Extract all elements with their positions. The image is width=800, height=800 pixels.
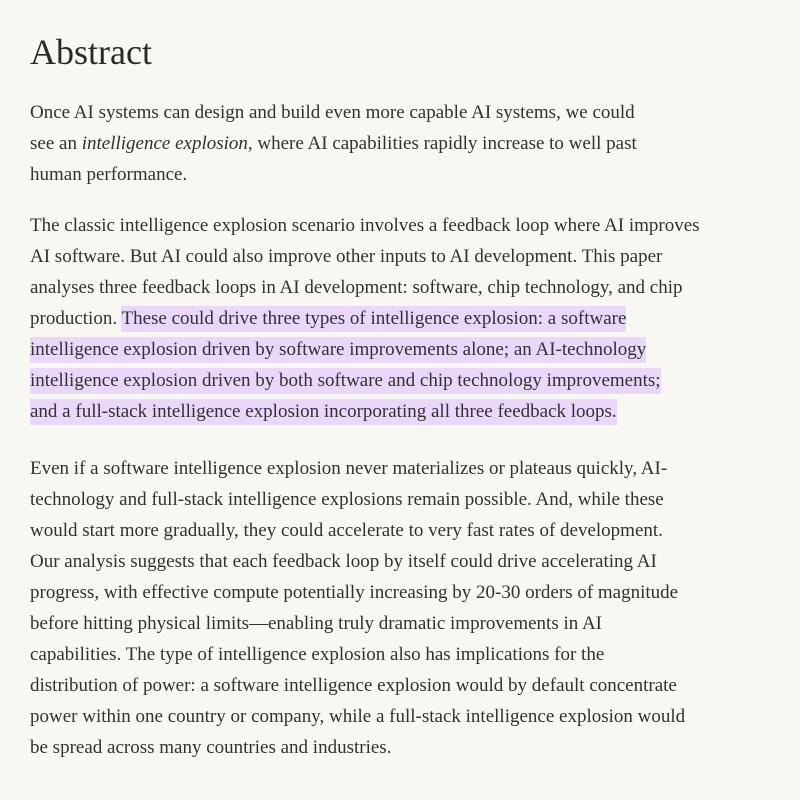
emphasized-term: intelligence explosion [81, 133, 248, 154]
paragraph-line: Even if a software intelligence explosion never materializes or plateaus quickly, AI- [30, 458, 668, 479]
paragraph-line [30, 303, 700, 334]
paragraph-line [30, 396, 700, 427]
highlighted-text[interactable]: These could drive three types of intelligence explosion: a software [121, 306, 626, 332]
text-run: , where AI capabilities rapidly increase to well past [247, 133, 637, 154]
paragraph-line: Once AI systems can design and build even more capable AI systems, we could [30, 102, 635, 123]
paragraph-line: human performance. [30, 164, 188, 185]
abstract-paragraph-1 [30, 97, 637, 190]
paragraph-line: capabilities. The type of intelligence explosion also has implications for the [30, 644, 605, 665]
paragraph-line: distribution of power: a software intelligence explosion would by default concentrate [30, 675, 677, 696]
paragraph-line: The classic intelligence explosion scenario involves a feedback loop where AI improves [30, 215, 700, 236]
abstract-paragraph-3 [30, 453, 685, 763]
highlighted-text[interactable]: intelligence explosion driven by software improvements alone; an AI-technology [30, 337, 646, 363]
abstract-paragraph-2 [30, 210, 700, 427]
paragraph-line: analyses three feedback loops in AI development: software, chip technology, and chip [30, 277, 683, 298]
paragraph-line: be spread across many countries and industries. [30, 737, 392, 758]
highlighted-text[interactable]: intelligence explosion driven by both software and chip technology improvements; [30, 368, 661, 394]
text-run: production. [30, 308, 122, 329]
paragraph-line: AI software. But AI could also improve other inputs to AI development. This paper [30, 246, 663, 267]
paragraph-line: technology and full-stack intelligence explosions remain possible. And, while these [30, 489, 664, 510]
paragraph-line: progress, with effective compute potentially increasing by 20-30 orders of magnitude [30, 582, 679, 603]
paragraph-line: before hitting physical limits—enabling truly dramatic improvements in AI [30, 613, 602, 634]
abstract-heading: Abstract [30, 32, 152, 72]
paragraph-line: power within one country or company, while a full-stack intelligence explosion would [30, 706, 686, 727]
paragraph-line [30, 334, 700, 365]
highlighted-text[interactable]: and a full-stack intelligence explosion incorporating all three feedback loops. [30, 399, 617, 425]
paragraph-line [30, 365, 700, 396]
text-run: see an [30, 133, 82, 154]
paragraph-line [30, 128, 637, 159]
paragraph-line: would start more gradually, they could accelerate to very fast rates of development. [30, 520, 663, 541]
paragraph-line: Our analysis suggests that each feedback loop by itself could drive accelerating AI [30, 551, 657, 572]
